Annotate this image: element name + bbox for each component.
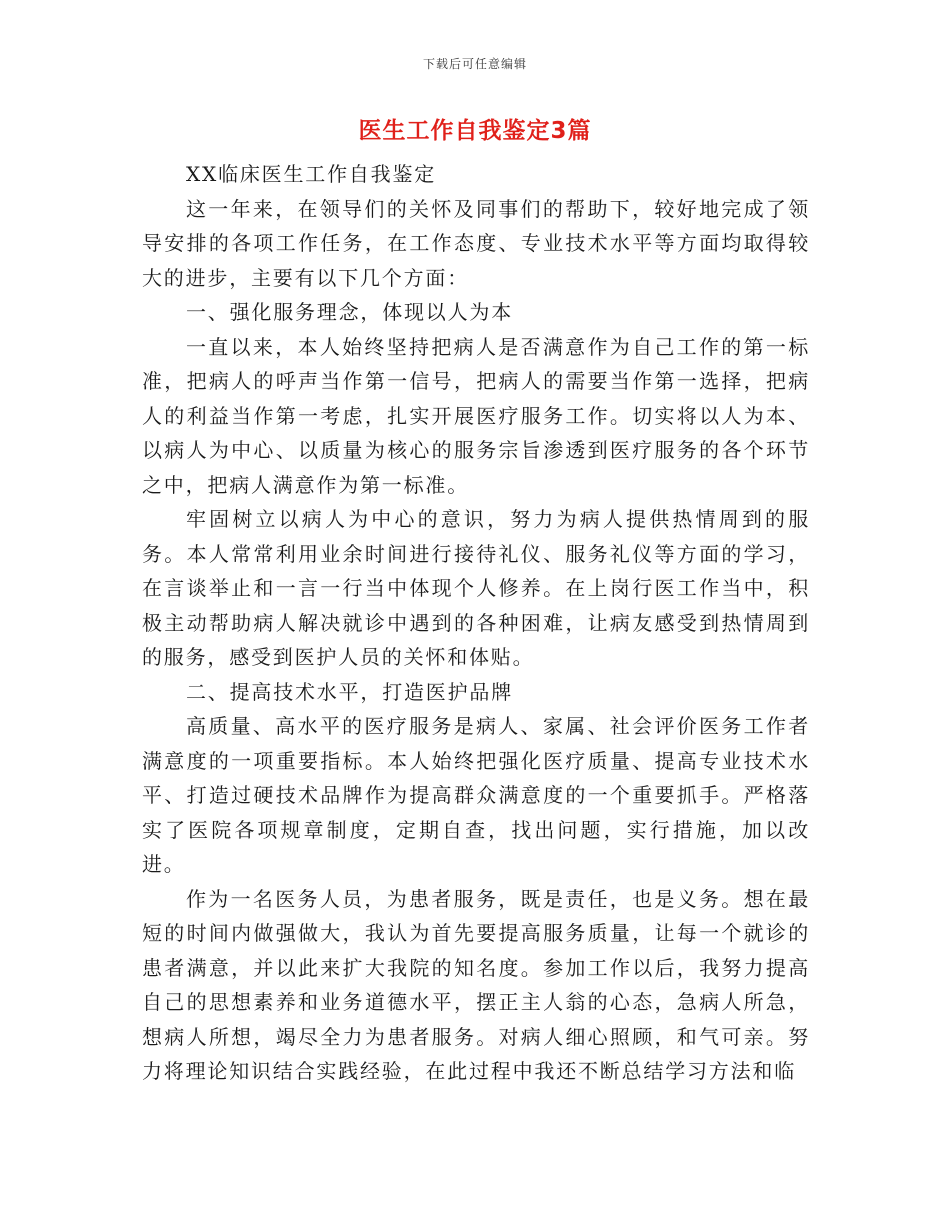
section-heading: 二、提高技术水平，打造医护品牌 bbox=[186, 679, 513, 704]
subtitle-paragraph: XX临床医生工作自我鉴定 bbox=[186, 162, 437, 186]
body-paragraph: 高质量、高水平的医疗服务是病人、家属、社会评价医务工作者满意度的一项重要指标。本人始终把强化医疗质量、提高专业技术水平、打造过硬技术品牌作为提高群众满意度的一个重要抓手。严格落实了医院各项规章制度，定期自查，找出问题，实行措施，加以改进。 bbox=[142, 714, 810, 876]
document-body bbox=[142, 157, 810, 1089]
document-title: 医生工作自我鉴定3篇 bbox=[358, 118, 592, 144]
body-paragraph: 牢固树立以病人为中心的意识，努力为病人提供热情周到的服务。本人常常利用业余时间进行接待礼仪、服务礼仪等方面的学习，在言谈举止和一言一行当中体现个人修养。在上岗行医工作当中，积极主动帮助病人解决就诊中遇到的各种困难，让病友感受到热情周到的服务，感受到医护人员的关怀和体贴。 bbox=[142, 507, 810, 669]
page-header-note: 下载后可任意编辑 bbox=[422, 57, 527, 71]
section-heading: 一、强化服务理念，体现以人为本 bbox=[186, 300, 513, 324]
body-paragraph: 一直以来，本人始终坚持把病人是否满意作为自己工作的第一标准，把病人的呼声当作第一信号，把病人的需要当作第一选择，把病人的利益当作第一考虑，扎实开展医疗服务工作。切实将以人为本、以病人为中心、以质量为核心的服务宗旨渗透到医疗服务的各个环节之中，把病人满意作为第一标准。 bbox=[142, 334, 810, 497]
body-paragraph: 这一年来，在领导们的关怀及同事们的帮助下，较好地完成了领导安排的各项工作任务，在工作态度、专业技术水平等方面均取得较大的进步，主要有以下几个方面： bbox=[142, 196, 810, 290]
body-paragraph: 作为一名医务人员，为患者服务，既是责任，也是义务。想在最短的时间内做强做大，我认为首先要提高服务质量，让每一个就诊的患者满意，并以此来扩大我院的知名度。参加工作以后，我努力提高自己的思想素养和业务道德水平，摆正主人翁的心态，急病人所急，想病人所想，竭尽全力为患者服务。对病人细心照顾，和气可亲。努力将理论知识结合实践经验，在此过程中我还不断总结学习方法和临 bbox=[142, 886, 810, 1083]
